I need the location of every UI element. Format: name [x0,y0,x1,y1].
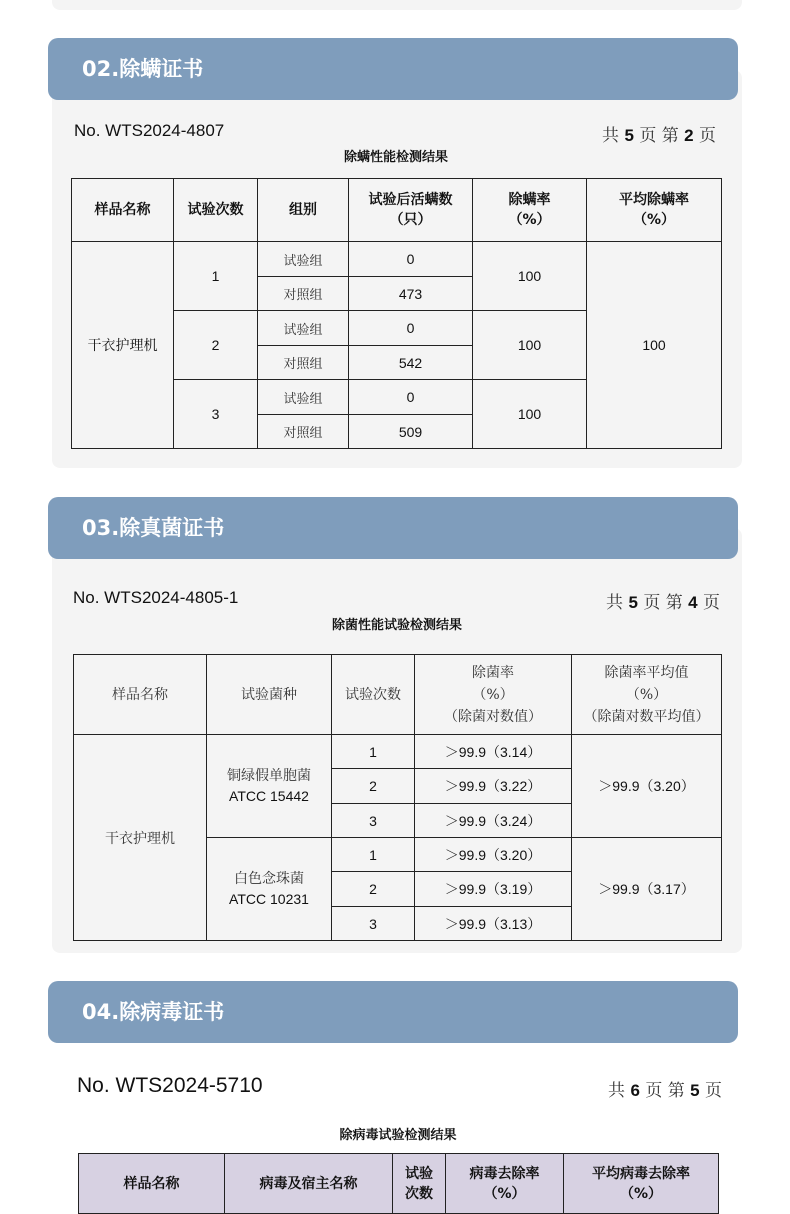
trial-number: 3 [174,380,258,449]
trial-number: 2 [332,769,415,804]
trial-number: 3 [332,907,415,941]
trial-number: 2 [174,311,258,380]
trial-number: 1 [332,735,415,769]
group-label: 对照组 [258,346,349,380]
group-label: 试验组 [258,242,349,277]
group-label: 对照组 [258,415,349,449]
header-sample-name: 样品名称 [79,1154,225,1214]
header-trial-count: 试验次数 [174,179,258,242]
virus-table-title: 除病毒试验检测结果 [339,1128,457,1143]
virus-section-heading: 04.除病毒证书 [48,981,738,1043]
header-average-rate: 除菌率平均值 （%） （除菌对数平均值） [572,655,722,735]
header-removal-rate: 病毒去除率 （%） [446,1154,564,1214]
average-value: ＞99.9（3.20） [572,735,722,838]
group-label: 试验组 [258,380,349,415]
mite-results-table [71,178,722,449]
trial-number: 1 [174,242,258,311]
mite-count: 542 [349,346,473,380]
average-removal-rate: 100 [587,242,722,449]
strain-cell: 白色念珠菌 ATCC 10231 [207,838,332,941]
header-average-rate: 平均除螨率 （%） [587,179,722,242]
fungus-results-table [73,654,722,941]
removal-rate: 100 [473,311,587,380]
virus-page-info: 共 6 页 第 5 页 [608,1081,722,1101]
header-trial-count: 试验次数 [332,655,415,735]
table-header-row [74,655,722,735]
group-label: 对照组 [258,277,349,311]
mite-count: 0 [349,380,473,415]
header-sample-name: 样品名称 [72,179,174,242]
fungus-table-title: 除菌性能试验检测结果 [331,618,462,633]
sample-name-cell: 干衣护理机 [74,735,207,941]
previous-certificate-card [52,0,742,10]
header-sample-name: 样品名称 [74,655,207,735]
mite-count: 0 [349,242,473,277]
header-virus-host: 病毒及宿主名称 [225,1154,393,1214]
trial-number: 2 [332,872,415,907]
header-average-rate: 平均病毒去除率 （%） [564,1154,719,1214]
virus-doc-number: No. WTS2024-5710 [77,1074,263,1097]
group-label: 试验组 [258,311,349,346]
header-trial-count: 试验 次数 [393,1154,446,1214]
removal-value: ＞99.9（3.24） [415,804,572,838]
average-value: ＞99.9（3.17） [572,838,722,941]
mite-count: 473 [349,277,473,311]
mite-section-heading: 02.除螨证书 [48,38,738,100]
removal-value: ＞99.9（3.13） [415,907,572,941]
removal-value: ＞99.9（3.20） [415,838,572,872]
header-group: 组别 [258,179,349,242]
table-row [72,242,722,277]
mite-doc-number: No. WTS2024-4807 [74,121,225,140]
header-removal-rate: 除菌率 （%） （除菌对数值） [415,655,572,735]
sample-name-cell: 干衣护理机 [72,242,174,449]
mite-page-info: 共 5 页 第 2 页 [602,126,716,146]
removal-rate: 100 [473,380,587,449]
header-strain: 试验菌种 [207,655,332,735]
removal-rate: 100 [473,242,587,311]
fungus-section-heading: 03.除真菌证书 [48,497,738,559]
mite-count: 0 [349,311,473,346]
table-row [74,735,722,769]
removal-value: ＞99.9（3.22） [415,769,572,804]
table-header-row [72,179,722,242]
fungus-page-info: 共 5 页 第 4 页 [606,593,720,613]
virus-results-table [78,1153,719,1214]
fungus-doc-number: No. WTS2024-4805-1 [73,588,239,607]
strain-cell: 铜绿假单胞菌 ATCC 15442 [207,735,332,838]
mite-count: 509 [349,415,473,449]
trial-number: 3 [332,804,415,838]
header-removal-rate: 除螨率 （%） [473,179,587,242]
trial-number: 1 [332,838,415,872]
removal-value: ＞99.9（3.14） [415,735,572,769]
mite-table-title: 除螨性能检测结果 [343,150,448,165]
header-live-mites: 试验后活螨数 （只） [349,179,473,242]
removal-value: ＞99.9（3.19） [415,872,572,907]
table-header-row [79,1154,719,1214]
